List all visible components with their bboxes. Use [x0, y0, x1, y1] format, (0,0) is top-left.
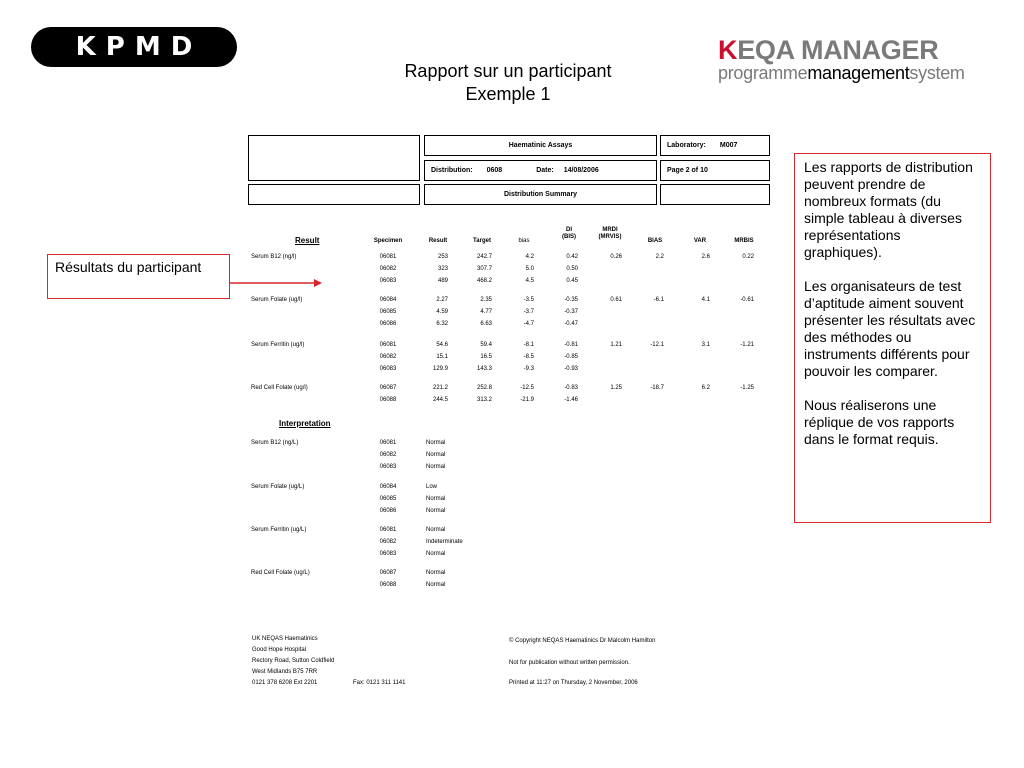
footer-org: UK NEQAS Haematinics	[252, 636, 318, 642]
cell-result: 15.1	[436, 354, 448, 360]
table-row	[248, 351, 770, 363]
cell-specimen: 06084	[379, 297, 397, 303]
header-blank-box	[248, 135, 420, 181]
section-interpretation-title: Interpretation	[279, 419, 331, 428]
cell-specimen: 06081	[379, 527, 397, 533]
table-row	[248, 382, 770, 394]
header-lab-value: M007	[719, 141, 738, 149]
eqa-logo-main: EQA MANAGER	[737, 35, 939, 65]
cell-analyte: Serum Folate (ug/l)	[251, 297, 303, 303]
eqa-manager-logo	[718, 36, 1008, 82]
cell-di: -0.81	[564, 342, 578, 348]
cell-mrbis: -0.61	[740, 297, 754, 303]
cell-specimen: 06081	[379, 254, 397, 260]
cell-result: 244.5	[432, 397, 448, 403]
cell-mrdi: 1.21	[610, 342, 622, 348]
header-blank-box-2	[248, 184, 420, 205]
col-bias-upper: BIAS	[647, 238, 663, 244]
table-row	[248, 449, 770, 461]
cell-result: 253	[437, 254, 448, 260]
table-row	[248, 306, 770, 318]
cell-value: Normal	[426, 440, 446, 446]
cell-specimen: 06086	[379, 321, 397, 327]
table-row	[248, 318, 770, 330]
cell-specimen: 06083	[379, 464, 397, 470]
caption-participant-results: Résultats du participant	[47, 254, 230, 299]
col-mrbis: MRBIS	[734, 238, 754, 244]
header-assay: Haematinic Assays	[508, 141, 573, 149]
cell-analyte: Serum B12 (ng/L)	[251, 440, 299, 446]
slide-title-line1: Rapport sur un participant	[404, 61, 612, 81]
cell-target: 143.3	[476, 366, 492, 372]
cell-target: 307.7	[476, 266, 492, 272]
cell-bias: -3.5	[523, 297, 534, 303]
cell-specimen: 06087	[379, 385, 397, 391]
section-result-title: Result	[295, 236, 320, 245]
table-row	[248, 505, 770, 517]
cell-target: 313.2	[476, 397, 492, 403]
col-di-line2: (BIS)	[562, 234, 576, 240]
slide-title	[338, 60, 678, 106]
table-row	[248, 294, 770, 306]
cell-di: -0.35	[564, 297, 578, 303]
cell-result: 54.6	[436, 342, 448, 348]
table-row	[248, 363, 770, 375]
cell-target: 59.4	[480, 342, 492, 348]
header-page: Page 2 of 10	[667, 166, 708, 174]
caption-report-info	[794, 153, 991, 523]
cell-bias2: -12.1	[650, 342, 664, 348]
cell-di: 0.45	[566, 278, 578, 284]
kpmd-logo	[31, 27, 237, 67]
footer-fax: Fax: 0121 311 1141	[353, 680, 406, 686]
caption-paragraph-1: Les rapports de distribution peuvent prendre de nombreux formats (du simple tableau à diverses représentations graphiques).	[804, 159, 973, 260]
cell-result: 4.59	[436, 309, 448, 315]
cell-value: Normal	[426, 527, 446, 533]
cell-mrbis: 0.22	[742, 254, 754, 260]
cell-analyte: Serum B12 (ng/l)	[251, 254, 297, 260]
table-row	[248, 493, 770, 505]
cell-target: 252.8	[476, 385, 492, 391]
cell-bias: -9.3	[523, 366, 534, 372]
cell-di: 0.50	[566, 266, 578, 272]
table-row	[248, 275, 770, 287]
footer-printed: Printed at 11:27 on Thursday, 2 November, 2006	[509, 680, 638, 686]
eqa-logo-top	[718, 36, 1008, 64]
cell-specimen: 06082	[379, 452, 397, 458]
cell-value: Indeterminate	[426, 539, 463, 545]
table-row	[248, 481, 770, 493]
cell-di: -0.37	[564, 309, 578, 315]
caption-paragraph-3: Nous réaliserons une réplique de vos rapports dans le format requis.	[804, 397, 955, 447]
cell-bias2: -6.1	[653, 297, 664, 303]
cell-bias: 4.2	[525, 254, 534, 260]
cell-bias: -8.5	[523, 354, 534, 360]
cell-bias: 5.0	[525, 266, 534, 272]
cell-specimen: 06083	[379, 366, 397, 372]
header-assay-box	[424, 135, 657, 156]
cell-mrdi: 0.61	[610, 297, 622, 303]
cell-value: Low	[426, 484, 438, 490]
cell-bias: -3.7	[523, 309, 534, 315]
header-dist-label: Distribution:	[431, 166, 473, 174]
table-row	[248, 339, 770, 351]
cell-target: 242.7	[476, 254, 492, 260]
cell-specimen: 06082	[379, 539, 397, 545]
cell-analyte: Red Cell Folate (ug/L)	[251, 570, 310, 576]
cell-di: -1.46	[564, 397, 578, 403]
cell-target: 2.35	[480, 297, 492, 303]
table-row	[248, 437, 770, 449]
cell-bias: -8.1	[523, 342, 534, 348]
kpmd-logo-text: KPMD	[75, 32, 203, 62]
col-specimen: Specimen	[373, 238, 403, 244]
cell-analyte: Serum Ferritin (ug/L)	[251, 527, 307, 533]
table-row	[248, 579, 770, 591]
cell-value: Normal	[426, 508, 446, 514]
cell-target: 4.77	[480, 309, 492, 315]
cell-specimen: 06088	[379, 397, 397, 403]
cell-analyte: Serum Ferritin (ug/l)	[251, 342, 305, 348]
col-di-line1: DI	[566, 227, 572, 233]
cell-mrbis: -1.21	[740, 342, 754, 348]
cell-value: Normal	[426, 551, 446, 557]
cell-result: 489	[437, 278, 448, 284]
cell-target: 16.5	[480, 354, 492, 360]
cell-di: -0.47	[564, 321, 578, 327]
report-page	[248, 134, 770, 694]
cell-target: 6.63	[480, 321, 492, 327]
cell-var: 4.1	[701, 297, 710, 303]
eqa-logo-management: management	[807, 63, 910, 83]
cell-mrdi: 0.26	[610, 254, 622, 260]
cell-specimen: 06088	[379, 582, 397, 588]
cell-specimen: 06085	[379, 496, 397, 502]
header-summary: Distribution Summary	[503, 190, 578, 198]
cell-specimen: 06087	[379, 570, 397, 576]
table-row	[248, 567, 770, 579]
table-row	[248, 461, 770, 473]
cell-bias2: -18.7	[650, 385, 664, 391]
header-distribution-box	[424, 160, 657, 181]
cell-di: -0.85	[564, 354, 578, 360]
cell-result: 129.9	[432, 366, 448, 372]
cell-var: 6.2	[701, 385, 710, 391]
eqa-logo-k-icon: K	[718, 35, 738, 65]
cell-var: 2.6	[701, 254, 710, 260]
cell-specimen: 06085	[379, 309, 397, 315]
cell-value: Normal	[426, 464, 446, 470]
cell-specimen: 06082	[379, 354, 397, 360]
cell-value: Normal	[426, 452, 446, 458]
cell-analyte: Serum Folate (ug/L)	[251, 484, 305, 490]
cell-di: 0.42	[566, 254, 578, 260]
footer-region: West Midlands B75 7RR	[252, 669, 318, 675]
header-date-value: 14/08/2006	[563, 166, 599, 174]
cell-specimen: 06082	[379, 266, 397, 272]
footer-phone: 0121 378 6208 Ext 2201	[252, 680, 318, 686]
cell-specimen: 06083	[379, 278, 397, 284]
cell-mrbis: -1.25	[740, 385, 754, 391]
col-target: Target	[473, 238, 491, 244]
cell-target: 468.2	[476, 278, 492, 284]
header-lab-label: Laboratory:	[667, 141, 706, 149]
cell-bias: -21.9	[520, 397, 534, 403]
header-blank-box-3	[660, 184, 770, 205]
cell-result: 221.2	[432, 385, 448, 391]
cell-bias: -4.7	[523, 321, 534, 327]
eqa-logo-bottom	[718, 64, 1008, 82]
col-mrdi-line1: MRDI	[602, 227, 618, 233]
caption-paragraph-2: Les organisateurs de test d’aptitude aiment souvent présenter les résultats avec des méthodes ou instruments différents pour pouvoir les comparer.	[804, 278, 976, 379]
cell-result: 323	[437, 266, 448, 272]
header-dist-value: 0608	[486, 166, 503, 174]
cell-var: 3.1	[701, 342, 710, 348]
cell-mrdi: 1.25	[610, 385, 622, 391]
footer-hospital: Good Hope Hospital	[252, 647, 307, 653]
cell-bias2: 2.2	[655, 254, 664, 260]
header-date-label: Date:	[536, 166, 554, 174]
cell-specimen: 06083	[379, 551, 397, 557]
eqa-logo-system: system	[909, 63, 965, 83]
table-row	[248, 536, 770, 548]
cell-value: Normal	[426, 582, 446, 588]
footer-not-for-publication: Not for publication without written permission.	[509, 660, 630, 666]
header-summary-box	[424, 184, 657, 205]
cell-bias: -12.5	[520, 385, 534, 391]
table-row	[248, 251, 770, 263]
col-bias: bias	[518, 238, 530, 244]
cell-analyte: Red Cell Folate (ug/l)	[251, 385, 308, 391]
cell-specimen: 06086	[379, 508, 397, 514]
footer-copyright: © Copyright NEQAS Haematinics Dr Malcolm Hamilton	[509, 638, 656, 644]
cell-result: 2.27	[436, 297, 448, 303]
footer-road: Rectory Road, Sutton Coldfield	[252, 658, 335, 664]
cell-bias: 4.5	[525, 278, 534, 284]
cell-specimen: 06084	[379, 484, 397, 490]
col-var: VAR	[693, 238, 707, 244]
table-row	[248, 394, 770, 406]
col-result: Result	[428, 238, 448, 244]
cell-value: Normal	[426, 570, 446, 576]
cell-specimen: 06081	[379, 342, 397, 348]
table-row	[248, 548, 770, 560]
col-di	[555, 227, 583, 241]
cell-specimen: 06081	[379, 440, 397, 446]
cell-value: Normal	[426, 496, 446, 502]
col-mrdi-line2: (MRVIS)	[598, 234, 622, 240]
header-page-box	[660, 160, 770, 181]
cell-result: 6.32	[436, 321, 448, 327]
cell-di: -0.83	[564, 385, 578, 391]
eqa-logo-programme: programme	[718, 63, 808, 83]
col-mrdi	[592, 227, 628, 241]
table-row	[248, 263, 770, 275]
slide-title-line2: Exemple 1	[465, 84, 551, 104]
header-lab-box	[660, 135, 770, 156]
cell-di: -0.93	[564, 366, 578, 372]
table-row	[248, 524, 770, 536]
